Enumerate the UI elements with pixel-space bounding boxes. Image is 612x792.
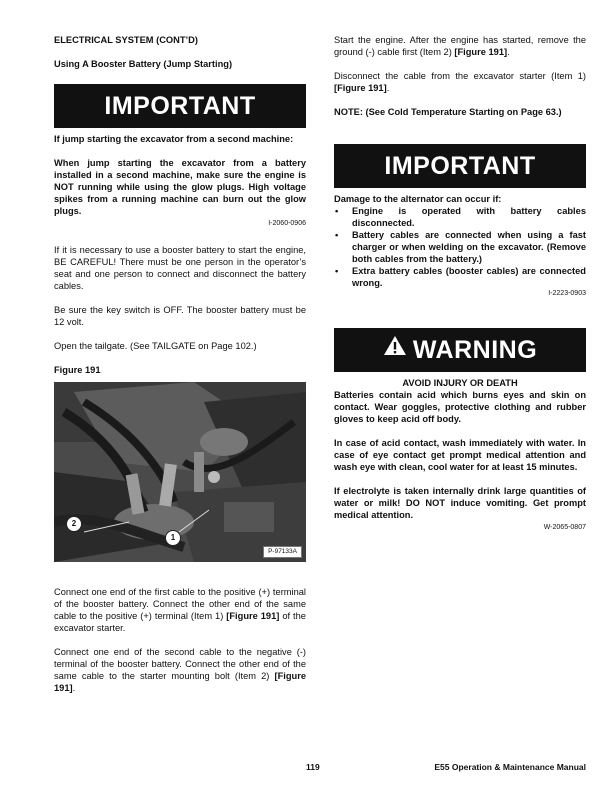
- figure-reference: [Figure 191]: [334, 83, 387, 93]
- note-cold-start: NOTE: (See Cold Temperature Starting on Page 63.): [334, 107, 562, 117]
- disconnect-text: Disconnect the cable from the excavator starter (Item 1): [334, 71, 586, 81]
- warning-triangle-icon: [383, 326, 407, 370]
- figure-191-photo: [54, 382, 306, 562]
- warning-paragraph-contact: In case of acid contact, wash immediately with water. In case of eye contact get prompt medical attention and wash eye with clean, cool water for at least 15 minutes.: [334, 438, 586, 472]
- figure-reference: [Figure 191]: [454, 47, 508, 57]
- manual-title: E55 Operation & Maintenance Manual: [434, 762, 586, 772]
- connect-positive-text: Connect one end of the first cable to the positive (+) terminal of the booster battery. Connect the other end of the same cable to the positive (+) terminal (Item 1): [54, 587, 306, 621]
- important-banner-label: IMPORTANT: [384, 152, 536, 180]
- paragraph-connect-negative: [54, 646, 306, 694]
- connect-negative-text: Connect one end of the second cable to the negative (-) terminal of the booster battery. Connect the other end of the same cable to the starter mounting bolt (Item 2): [54, 647, 306, 681]
- paragraph-open-tailgate: Open the tailgate. (See TAILGATE on Page 102.): [54, 341, 257, 351]
- paragraph-key-switch: Be sure the key switch is OFF. The booster battery must be 12 volt.: [54, 305, 306, 327]
- start-engine-tail: .: [507, 47, 510, 57]
- important-banner: [54, 84, 306, 128]
- disconnect-tail: .: [386, 83, 390, 93]
- warning-code: W-2065-0807: [543, 524, 586, 531]
- connect-negative-tail: .: [72, 683, 76, 693]
- warning-paragraph-ingestion: If electrolyte is taken internally drink large quantities of water or milk! DO NOT induce vomiting. Get prompt medical attention.: [334, 486, 586, 520]
- figure-reference: [Figure 191]: [226, 611, 280, 621]
- list-item: • Engine is operated with battery cables disconnected.: [334, 205, 586, 229]
- paragraph-start-engine: [334, 34, 586, 58]
- figure-reference: [Figure 191]: [54, 671, 306, 693]
- photo-code: P-97133A: [263, 546, 302, 558]
- callout-item-2: 2: [66, 516, 82, 532]
- important-text-body: When jump starting the excavator from a battery installed in a second machine, make sure the engine is NOT running while using the glow plugs. High voltage spikes from a running machine can burn out the glow plugs.: [54, 158, 306, 216]
- warning-banner: [334, 328, 586, 372]
- paragraph-connect-positive: [54, 586, 306, 634]
- callout-item-1: 1: [165, 530, 181, 546]
- paragraph-booster-intro: If it is necessary to use a booster battery to start the engine, BE CAREFUL! There must be one person in the operator’s seat and one person to connect and disconnect the battery cables.: [54, 245, 306, 291]
- important-code: I-2060-0906: [268, 220, 306, 227]
- paragraph-disconnect: [334, 70, 586, 94]
- alternator-damage-list: [334, 205, 586, 289]
- connect-positive-tail: of the excavator starter.: [54, 611, 306, 633]
- subsection-title: Using A Booster Battery (Jump Starting): [54, 59, 233, 69]
- important-code: I-2223-0903: [548, 290, 586, 297]
- section-title: ELECTRICAL SYSTEM (CONT’D): [54, 35, 198, 45]
- list-item: • Battery cables are connected when using a fast charger or when welding on the excavator. (Remove both cables from the battery.): [334, 229, 586, 265]
- warning-paragraph-acid: Batteries contain acid which burns eyes and skin on contact. Wear goggles, protective clothing and rubber gloves to keep acid off body.: [334, 390, 586, 424]
- list-item: • Extra battery cables (booster cables) are connected wrong.: [334, 265, 586, 289]
- right-column: [334, 34, 586, 548]
- important-banner: [334, 144, 586, 188]
- important-banner-label: IMPORTANT: [104, 92, 256, 120]
- warning-banner-label: WARNING: [412, 336, 538, 364]
- warning-heading: AVOID INJURY OR DEATH: [402, 378, 518, 388]
- alternator-damage-intro: Damage to the alternator can occur if:: [334, 194, 502, 204]
- page-number: 119: [306, 762, 320, 772]
- figure-label: Figure 191: [54, 365, 101, 375]
- important-text-intro: If jump starting the excavator from a second machine:: [54, 134, 294, 144]
- start-engine-text: Start the engine. After the engine has started, remove the ground (-) cable first (Item 2): [334, 35, 586, 57]
- left-column: [54, 34, 306, 706]
